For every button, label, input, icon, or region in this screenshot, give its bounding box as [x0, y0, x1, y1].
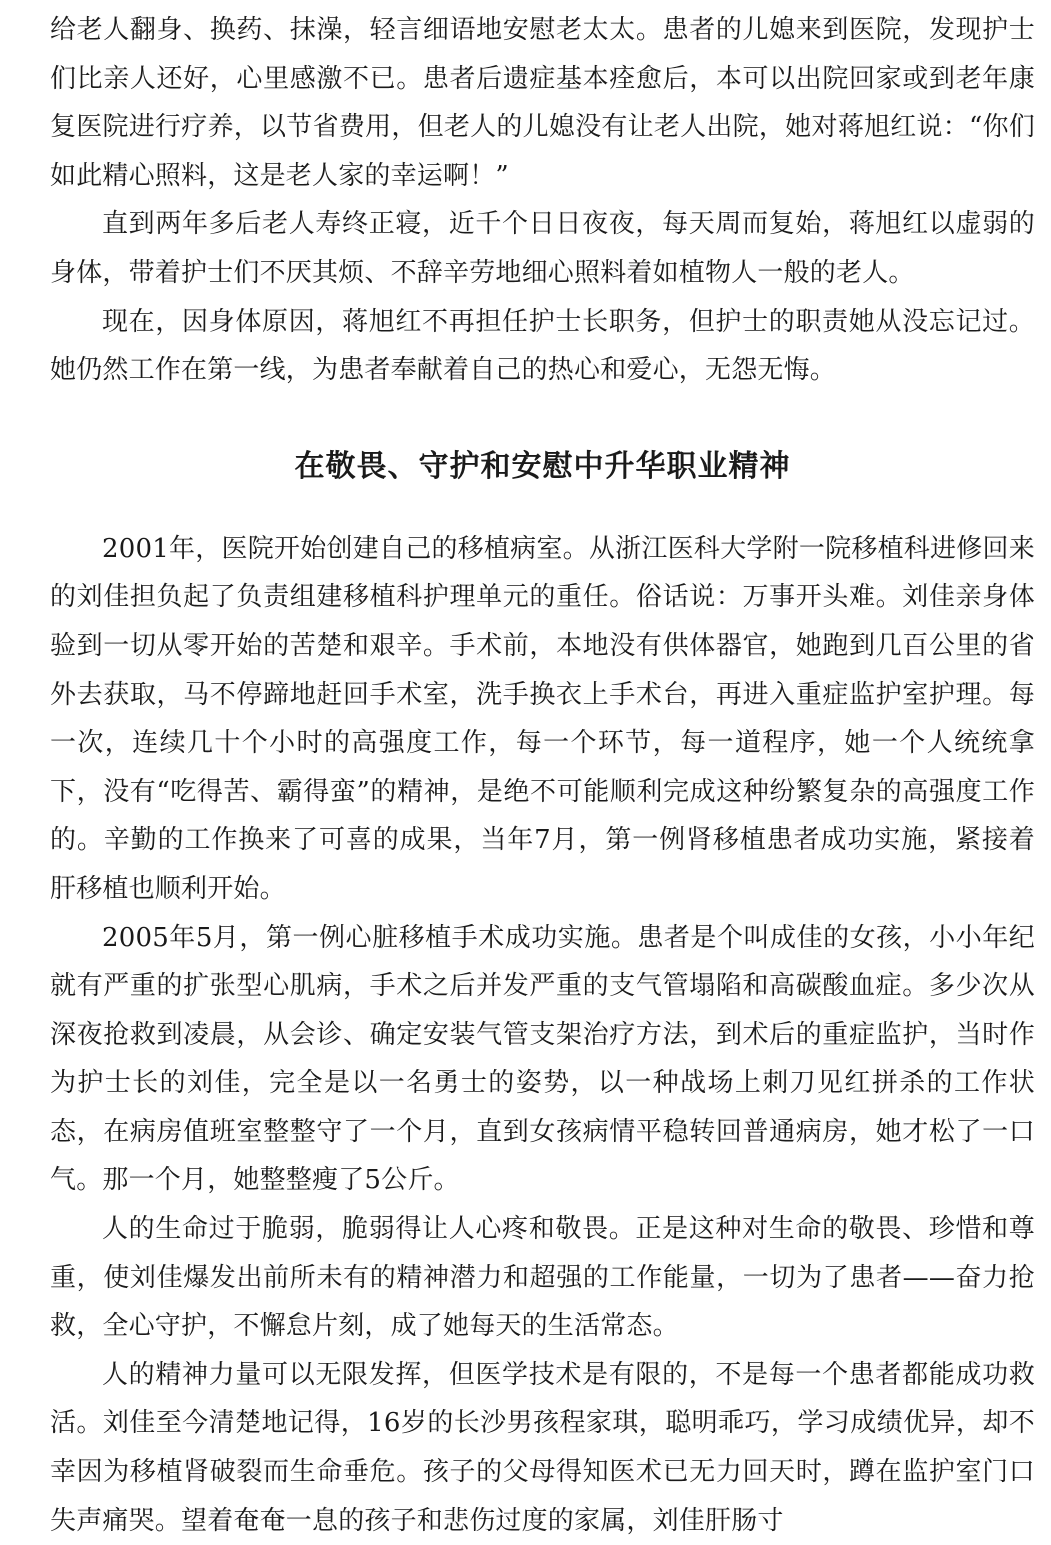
- body-paragraph: 2001年，医院开始创建自己的移植病室。从浙江医科大学附一院移植科进修回来的刘佳担负起了负责组建移植科护理单元的重任。俗话说：万事开头难。刘佳亲身体验到一切从零开始的苦楚和艰辛。手术前，本地没有供体器官，她跑到几百公里的省外去获取，马不停蹄地赶回手术室，洗手换衣上手术台，再进入重症监护室护理。每一次，连续几十个小时的高强度工作，每一个环节，每一道程序，她一个人统统拿下，没有“吃得苦、霸得蛮”的精神，是绝不可能顺利完成这种纷繁复杂的高强度工作的。辛勤的工作换来了可喜的成果，当年7月，第一例肾移植患者成功实施，紧接着肝移植也顺利开始。: [50, 533, 1035, 904]
- body-paragraph: 人的生命过于脆弱，脆弱得让人心疼和敬畏。正是这种对生命的敬畏、珍惜和尊重，使刘佳爆发出前所未有的精神潜力和超强的工作能量，一切为了患者——奋力抢救，全心守护，不懈怠片刻，成了她每天的生活常态。: [50, 1214, 1035, 1342]
- book-page: [50, 6, 1035, 1545]
- body-paragraph: 现在，因身体原因，蒋旭红不再担任护士长职务，但护士的职责她从没忘记过。她仍然工作在第一线，为患者奉献着自己的热心和爱心，无怨无悔。: [50, 306, 1035, 386]
- body-paragraph: 直到两年多后老人寿终正寝，近千个日日夜夜，每天周而复始，蒋旭红以虚弱的身体，带着护士们不厌其烦、不辞辛劳地细心照料着如植物人一般的老人。: [50, 209, 1035, 288]
- section-title: 在敬畏、守护和安慰中升华职业精神: [294, 448, 791, 484]
- body-paragraph: 给老人翻身、换药、抹澡，轻言细语地安慰老太太。患者的儿媳来到医院，发现护士们比亲人还好，心里感激不已。患者后遗症基本痊愈后，本可以出院回家或到老年康复医院进行疗养，以节省费用，但老人的儿媳没有让老人出院，她对蒋旭红说：“你们如此精心照料，这是老人家的幸运啊！”: [50, 15, 1035, 191]
- body-paragraph: 2005年5月，第一例心脏移植手术成功实施。患者是个叫成佳的女孩，小小年纪就有严重的扩张型心肌病，手术之后并发严重的支气管塌陷和高碳酸血症。多少次从深夜抢救到凌晨，从会诊、确定安装气管支架治疗方法，到术后的重症监护，当时作为护士长的刘佳，完全是以一名勇士的姿势，以一种战场上刺刀见红拼杀的工作状态，在病房值班室整整守了一个月，直到女孩病情平稳转回普通病房，她才松了一口气。那一个月，她整整瘦了5公斤。: [50, 922, 1035, 1196]
- body-paragraph: 人的精神力量可以无限发挥，但医学技术是有限的，不是每一个患者都能成功救活。刘佳至今清楚地记得，16岁的长沙男孩程家琪，聪明乖巧，学习成绩优异，却不幸因为移植肾破裂而生命垂危。孩子的父母得知医术已无力回天时，蹲在监护室门口失声痛哭。望着奄奄一息的孩子和悲伤过度的家属，刘佳肝肠寸: [50, 1359, 1035, 1536]
